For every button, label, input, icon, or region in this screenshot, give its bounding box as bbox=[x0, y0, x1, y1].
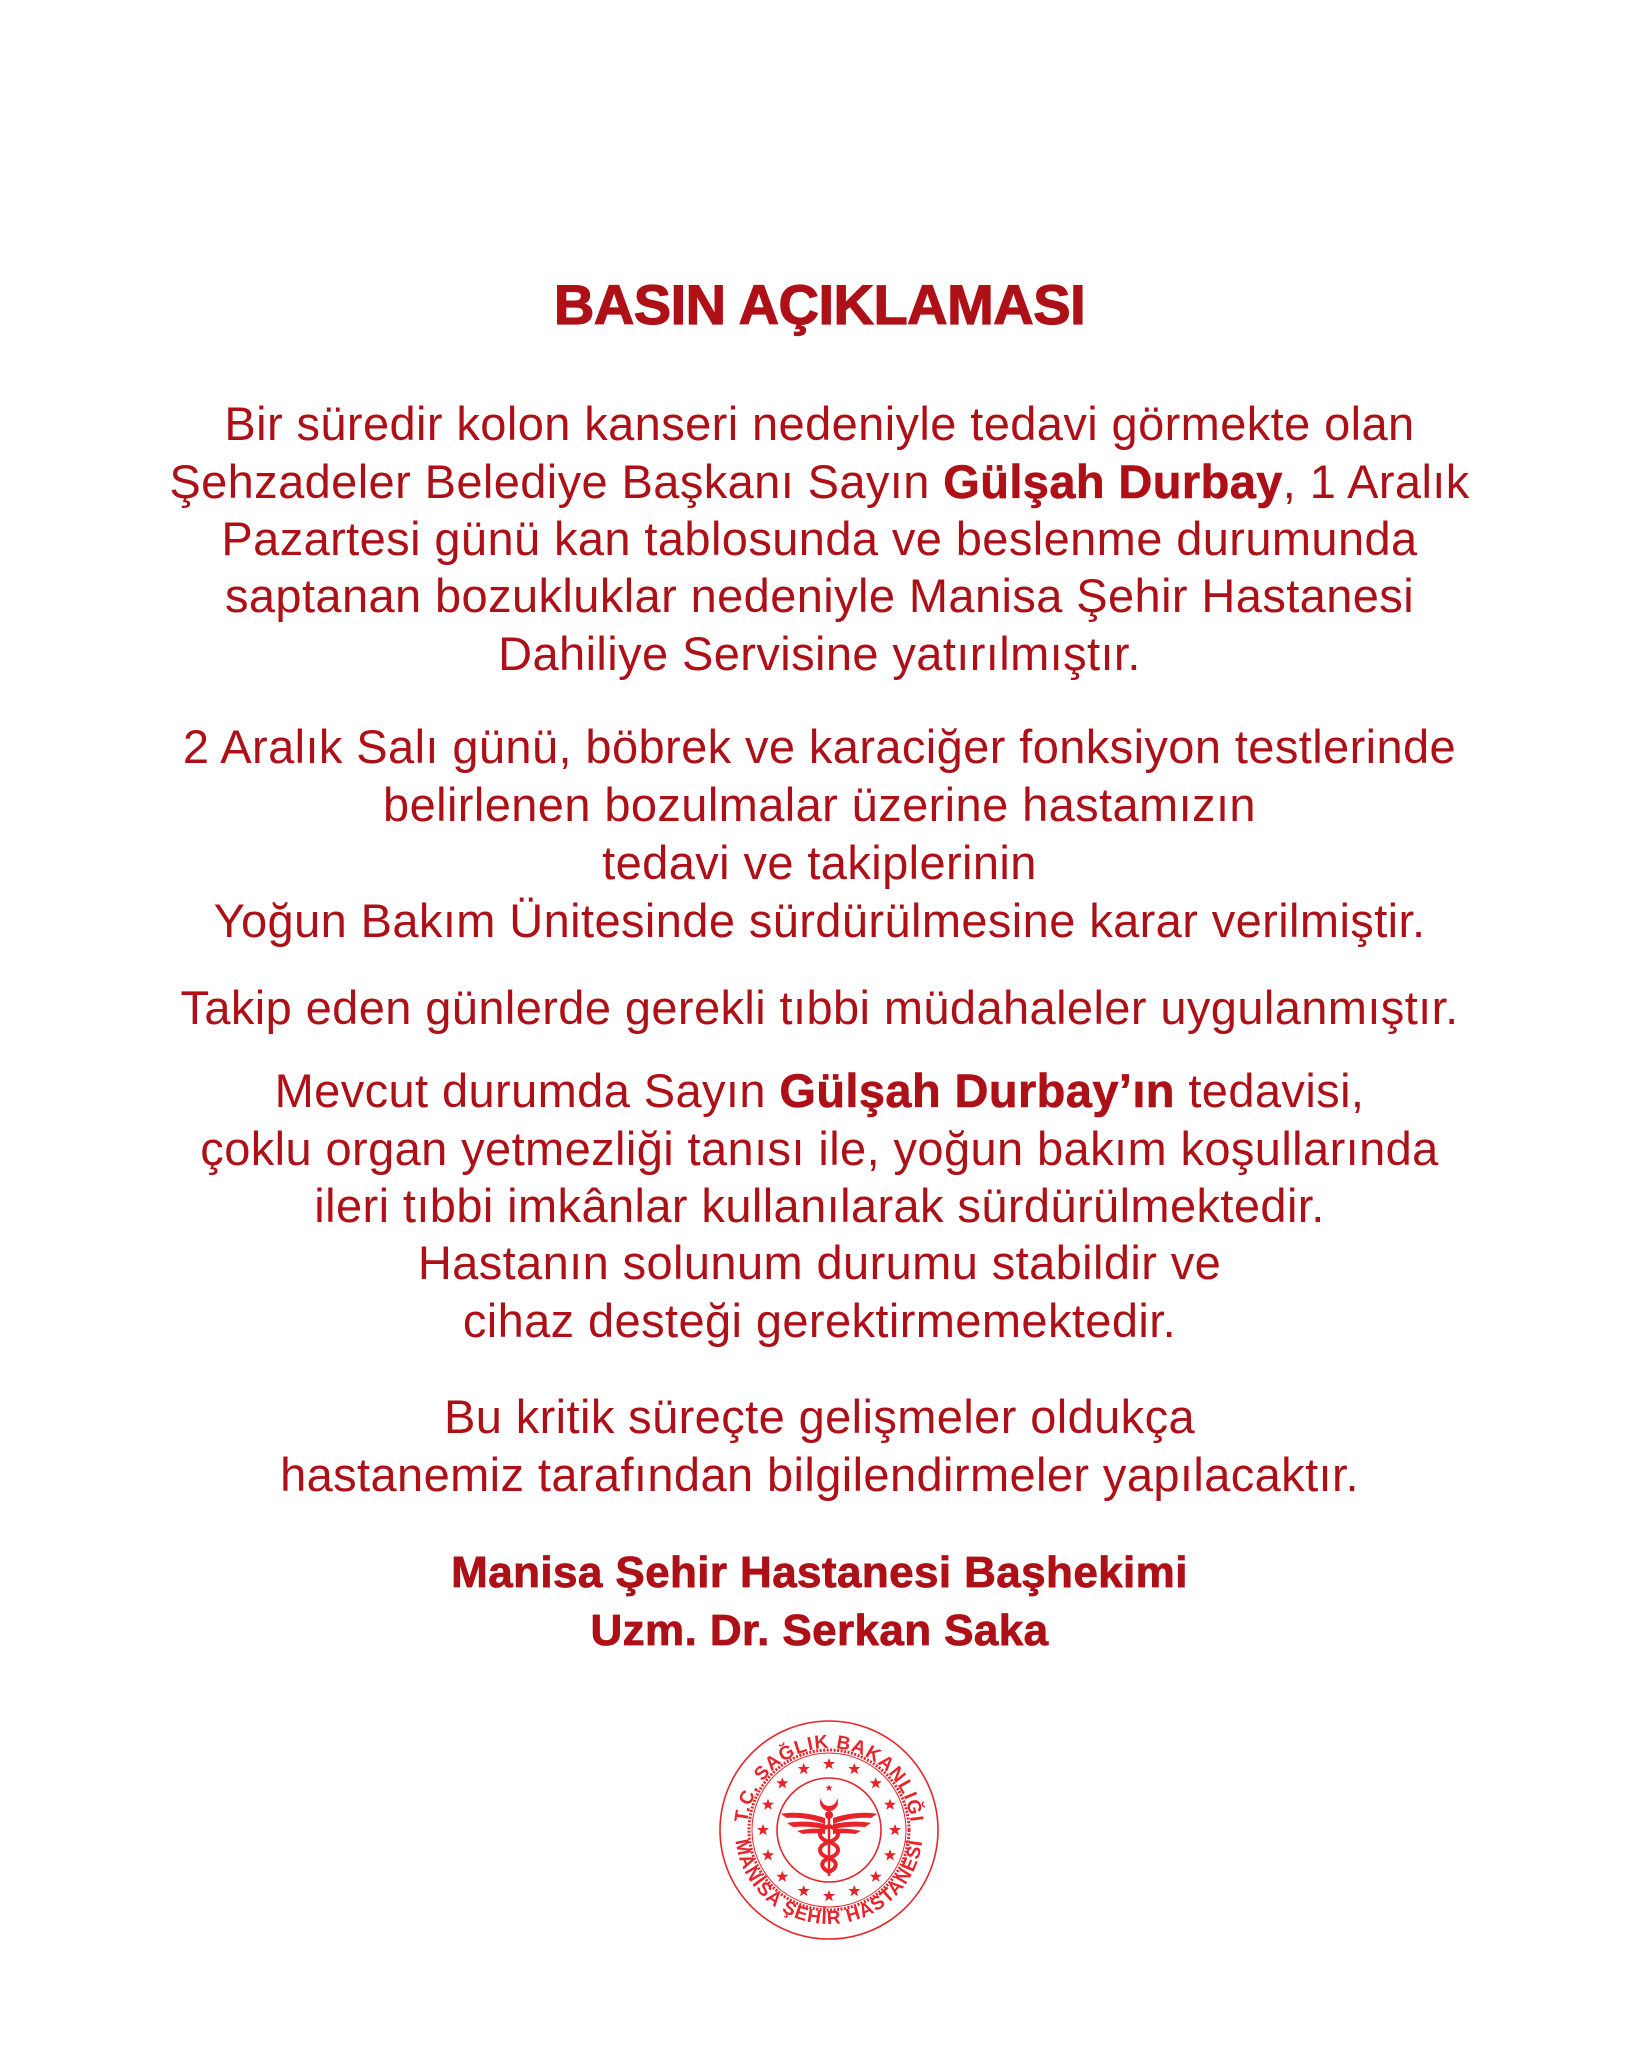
text-line: Bu kritik süreçte gelişmeler oldukça bbox=[443, 1390, 1196, 1443]
text-line: çoklu organ yetmezliği tanısı ile, yoğun bakım koşullarında bbox=[200, 1122, 1439, 1175]
text-line: Yoğun Bakım Ünitesinde sürdürülmesine karar verilmiştir. bbox=[213, 894, 1426, 947]
patient-name: Gülşah Durbay’ın bbox=[779, 1064, 1175, 1117]
ministry-of-health-seal-icon bbox=[717, 1718, 941, 1942]
signature-title: Manisa Şehir Hastanesi Başhekimi bbox=[451, 1548, 1188, 1597]
text-line: Takip eden günlerde gerekli tıbbi müdahaleler uygulanmıştır. bbox=[180, 981, 1459, 1034]
text-line: tedavi ve takiplerinin bbox=[602, 836, 1037, 889]
text-line: Mevcut durumda Sayın Gülşah Durbay’ın tedavisi, bbox=[274, 1064, 1365, 1117]
signature-name: Uzm. Dr. Serkan Saka bbox=[590, 1606, 1049, 1655]
text-line: hastanemiz tarafından bilgilendirmeler yapılacaktır. bbox=[280, 1448, 1359, 1501]
patient-name: Gülşah Durbay bbox=[943, 455, 1283, 508]
text-line: Hastanın solunum durumu stabildir ve bbox=[417, 1236, 1222, 1289]
text-line: 2 Aralık Salı günü, böbrek ve karaciğer fonksiyon testlerinde bbox=[182, 720, 1457, 773]
text-line: cihaz desteği gerektirmemektedir. bbox=[462, 1294, 1177, 1347]
crescent-star-icon bbox=[820, 1784, 838, 1811]
text-line: Bir süredir kolon kanseri nedeniyle tedavi görmekte olan bbox=[224, 397, 1415, 450]
text-line: ileri tıbbi imkânlar kullanılarak sürdürülmektedir. bbox=[314, 1179, 1325, 1232]
seal-bottom-text: MANİSA ŞEHİR HASTANESİ bbox=[730, 1837, 928, 1930]
text-line: Şehzadeler Belediye Başkanı Sayın Gülşah Durbay, 1 Aralık bbox=[169, 455, 1470, 508]
page-title: BASIN AÇIKLAMASI bbox=[553, 273, 1086, 336]
text-line: saptanan bozukluklar nedeniyle Manisa Şehir Hastanesi bbox=[224, 569, 1415, 622]
text-line: belirlenen bozulmalar üzerine hastamızın bbox=[383, 778, 1256, 831]
seal-top-text: T.C. SAĞLIK BAKANLIĞI bbox=[731, 1731, 927, 1824]
text-line: Dahiliye Servisine yatırılmıştır. bbox=[498, 627, 1141, 680]
text-line: Pazartesi günü kan tablosunda ve beslenme durumunda bbox=[221, 512, 1418, 565]
